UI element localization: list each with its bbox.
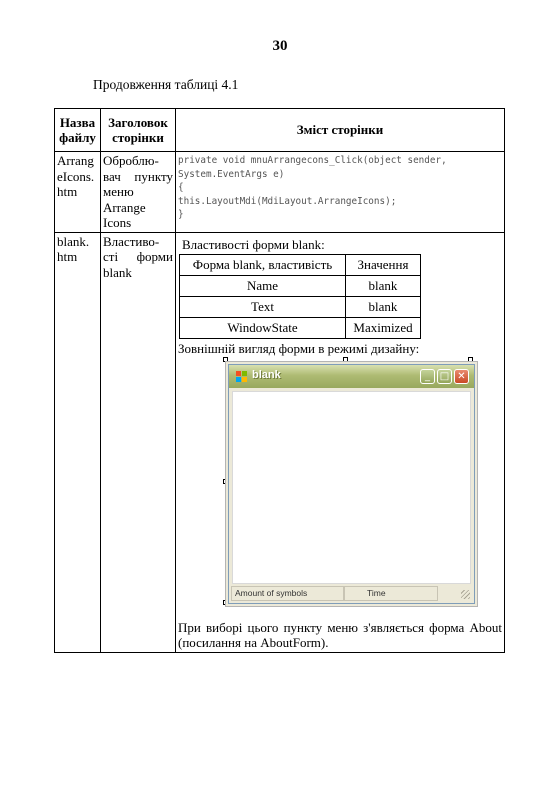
table-continuation-label: Продовження таблиці 4.1 — [93, 77, 239, 92]
table-row — [55, 232, 505, 652]
header-page-title: Заголовок сторінки — [101, 109, 176, 152]
header-page-content: Зміст сторінки — [176, 109, 505, 152]
status-bar — [231, 586, 472, 601]
row2-file-cell: blank. htm — [55, 232, 101, 652]
about-description: При виборі цього пункту меню з'являється форма About (посилання на AboutForm). — [178, 619, 502, 650]
code-line: private void mnuArrangecons_Click(object sender, — [178, 155, 447, 166]
window-titlebar[interactable] — [229, 365, 474, 388]
form-client-area — [232, 391, 471, 584]
code-line: this.LayoutMdi(MdiLayout.ArrangeIcons); — [178, 195, 397, 207]
code-line: } — [178, 209, 184, 220]
form-designer-area — [178, 357, 498, 617]
code-line: System.EventArgs e) — [178, 168, 285, 180]
header-file-name: Назва файлу — [55, 109, 101, 152]
form-icon — [236, 371, 247, 382]
window-title: blank — [252, 369, 281, 382]
status-time: Time — [344, 586, 438, 601]
row2-title-cell: Властиво-сті форми blank — [101, 232, 176, 652]
page-number: 30 — [272, 38, 288, 54]
table-row: Text blank — [180, 297, 421, 318]
minimize-icon[interactable]: _ — [420, 369, 435, 384]
table-row: WindowState Maximized — [180, 318, 421, 339]
design-label: Зовнішній вигляд форми в режимі дизайну: — [178, 341, 420, 356]
code-line: { — [178, 182, 184, 193]
table-header-row — [55, 109, 505, 152]
row1-code-cell — [176, 152, 505, 233]
row1-file-cell: Arrang eIcons. htm — [55, 152, 101, 233]
row2-content-cell — [176, 232, 505, 652]
resize-handle[interactable] — [223, 357, 228, 362]
pages-table — [54, 108, 505, 653]
maximize-icon[interactable]: □ — [437, 369, 452, 384]
props-header-row: Форма blank, властивість Значення — [180, 255, 421, 276]
resize-handle[interactable] — [343, 357, 348, 362]
status-amount-of-symbols: Amount of symbols — [231, 586, 344, 601]
size-grip-icon[interactable] — [438, 586, 472, 601]
close-icon[interactable]: ✕ — [454, 369, 469, 384]
resize-handle[interactable] — [468, 357, 473, 362]
properties-table — [179, 254, 421, 339]
table-row: Name blank — [180, 276, 421, 297]
row1-title-cell: Оброблю-вач пункту меню Arrange Icons — [101, 152, 176, 233]
blank-form-window[interactable] — [228, 364, 475, 604]
table-row — [55, 152, 505, 233]
props-title: Властивості форми blank: — [182, 236, 325, 252]
